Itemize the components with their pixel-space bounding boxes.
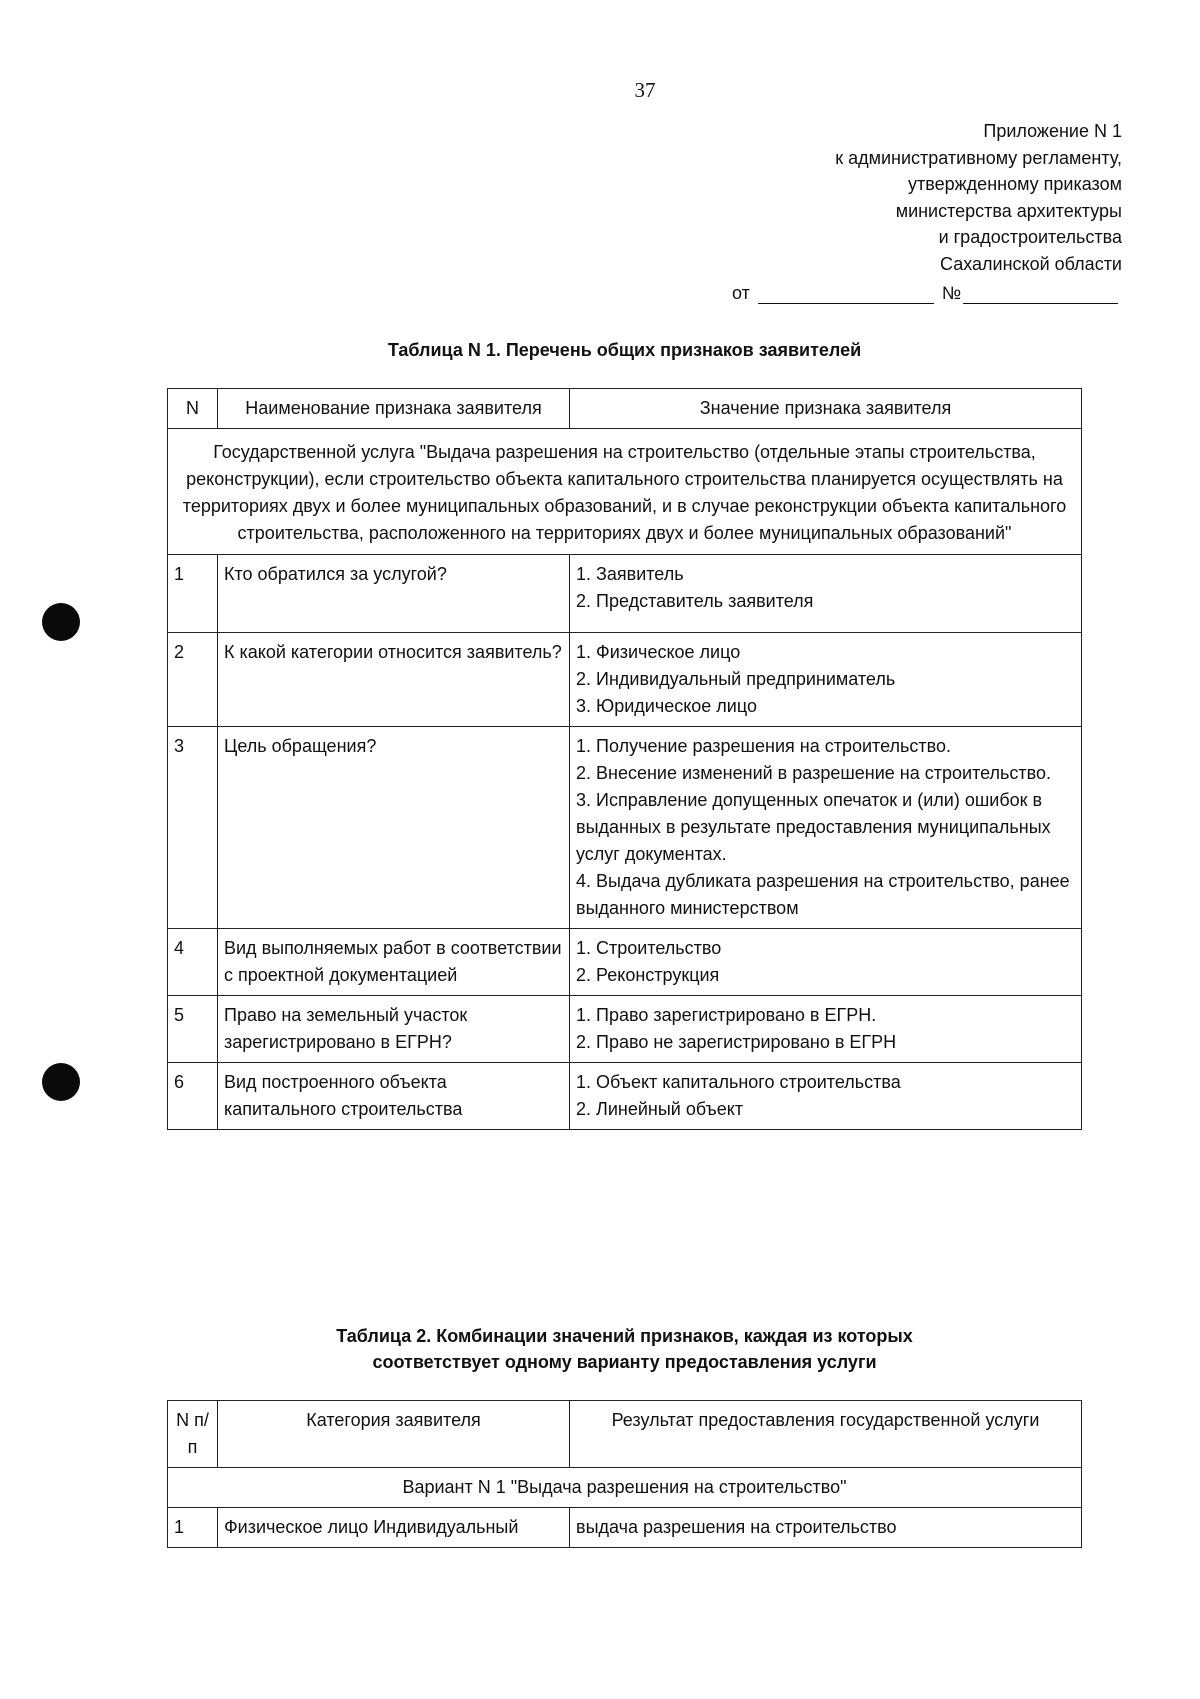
- page-number: 37: [634, 78, 656, 102]
- variant-label: Вариант N 1 "Выдача разрешения на строительство": [168, 1468, 1082, 1508]
- value-item: 1. Объект капитального строительства: [576, 1072, 901, 1092]
- annex-line: Приложение N 1: [983, 121, 1122, 141]
- row-number: 5: [168, 996, 218, 1063]
- table-row: [168, 727, 1082, 929]
- header-cell-n: N: [168, 389, 218, 429]
- table2: [167, 1400, 1082, 1548]
- header-cell-value: Значение признака заявителя: [570, 389, 1082, 429]
- value-item: 2. Право не зарегистрировано в ЕГРН: [576, 1032, 897, 1052]
- table-row: [168, 1063, 1082, 1130]
- table2-title-line: соответствует одному варианту предоставления услуги: [372, 1352, 877, 1372]
- row-result: выдача разрешения на строительство: [570, 1508, 1082, 1548]
- row-name: Кто обратился за услугой?: [218, 555, 570, 633]
- value-item: 1. Право зарегистрировано в ЕГРН.: [576, 1005, 877, 1025]
- annex-line: к административному регламенту,: [835, 147, 1122, 168]
- table2-title: [167, 1323, 1082, 1375]
- annex-header: [835, 118, 1122, 277]
- table1-condition-row: [168, 429, 1082, 555]
- row-values: [570, 929, 1082, 996]
- from-label: от: [732, 283, 750, 303]
- number-label: №: [941, 283, 962, 303]
- row-values: [570, 1063, 1082, 1130]
- table1: [167, 388, 1082, 1130]
- value-item: 2. Внесение изменений в разрешение на строительство.: [576, 763, 1052, 783]
- row-values: [570, 633, 1082, 727]
- value-item: 2. Представитель заявителя: [576, 591, 814, 611]
- date-blank: [758, 283, 934, 304]
- value-item: 2. Линейный объект: [576, 1099, 744, 1119]
- annex-line: Сахалинской области: [940, 253, 1122, 274]
- table2-title-line: Таблица 2. Комбинации значений признаков, каждая из которых: [336, 1326, 913, 1346]
- row-number: 3: [168, 727, 218, 929]
- table-row: [168, 555, 1082, 633]
- row-number: 4: [168, 929, 218, 996]
- table1-title: Таблица N 1. Перечень общих признаков заявителей: [387, 340, 862, 360]
- row-values: [570, 727, 1082, 929]
- value-item: 4. Выдача дубликата разрешения на строительство, ранее выданного министерством: [576, 871, 1070, 918]
- punch-hole: [42, 603, 80, 641]
- annex-line: министерства архитектуры: [895, 200, 1122, 221]
- row-number: 1: [168, 555, 218, 633]
- row-name: Цель обращения?: [218, 727, 570, 929]
- date-number-line: [732, 283, 1124, 304]
- table-row: [168, 1508, 1082, 1548]
- row-values: [570, 996, 1082, 1063]
- service-condition: Государственной услуга "Выдача разрешения на строительство (отдельные этапы строительства, реконструкции), если строительство объекта капитального строительства планируется осуществлять на территориях двух и более муниципальных образований, и в случае реконструкции объекта капитального строительства, расположенного на территориях двух и более муниципальных образований": [168, 429, 1082, 555]
- value-item: 3. Юридическое лицо: [576, 696, 757, 716]
- header-cell-n: N п/п: [168, 1401, 218, 1468]
- value-item: 1. Получение разрешения на строительство.: [576, 736, 951, 756]
- row-name: Вид выполняемых работ в соответствии с проектной документацией: [218, 929, 570, 996]
- punch-hole: [42, 1063, 80, 1101]
- header-cell-name: Наименование признака заявителя: [218, 389, 570, 429]
- table2-variant-row: [168, 1468, 1082, 1508]
- table1-header-row: [168, 389, 1082, 429]
- number-blank: [963, 283, 1118, 304]
- header-cell-result: Результат предоставления государственной услуги: [570, 1401, 1082, 1468]
- row-name: К какой категории относится заявитель?: [218, 633, 570, 727]
- annex-line: утвержденному приказом: [908, 174, 1122, 194]
- table2-header-row: [168, 1401, 1082, 1468]
- row-name: Вид построенного объекта капитального строительства: [218, 1063, 570, 1130]
- value-item: 2. Индивидуальный предприниматель: [576, 669, 896, 689]
- value-item: 3. Исправление допущенных опечаток и (или) ошибок в выданных в результате предоставления муниципальных услуг документах.: [576, 790, 1051, 864]
- row-number: 2: [168, 633, 218, 727]
- table-row: [168, 633, 1082, 727]
- value-item: 1. Строительство: [576, 938, 722, 958]
- annex-line: и градостроительства: [938, 227, 1122, 247]
- row-number: 1: [168, 1508, 218, 1548]
- header-cell-category: Категория заявителя: [218, 1401, 570, 1468]
- row-values: [570, 555, 1082, 633]
- value-item: 2. Реконструкция: [576, 965, 720, 985]
- row-name: Право на земельный участок зарегистрировано в ЕГРН?: [218, 996, 570, 1063]
- value-item: 1. Заявитель: [576, 564, 684, 584]
- table-row: [168, 996, 1082, 1063]
- row-number: 6: [168, 1063, 218, 1130]
- value-item: 1. Физическое лицо: [576, 642, 741, 662]
- row-category: Физическое лицо Индивидуальный: [218, 1508, 570, 1548]
- table-row: [168, 929, 1082, 996]
